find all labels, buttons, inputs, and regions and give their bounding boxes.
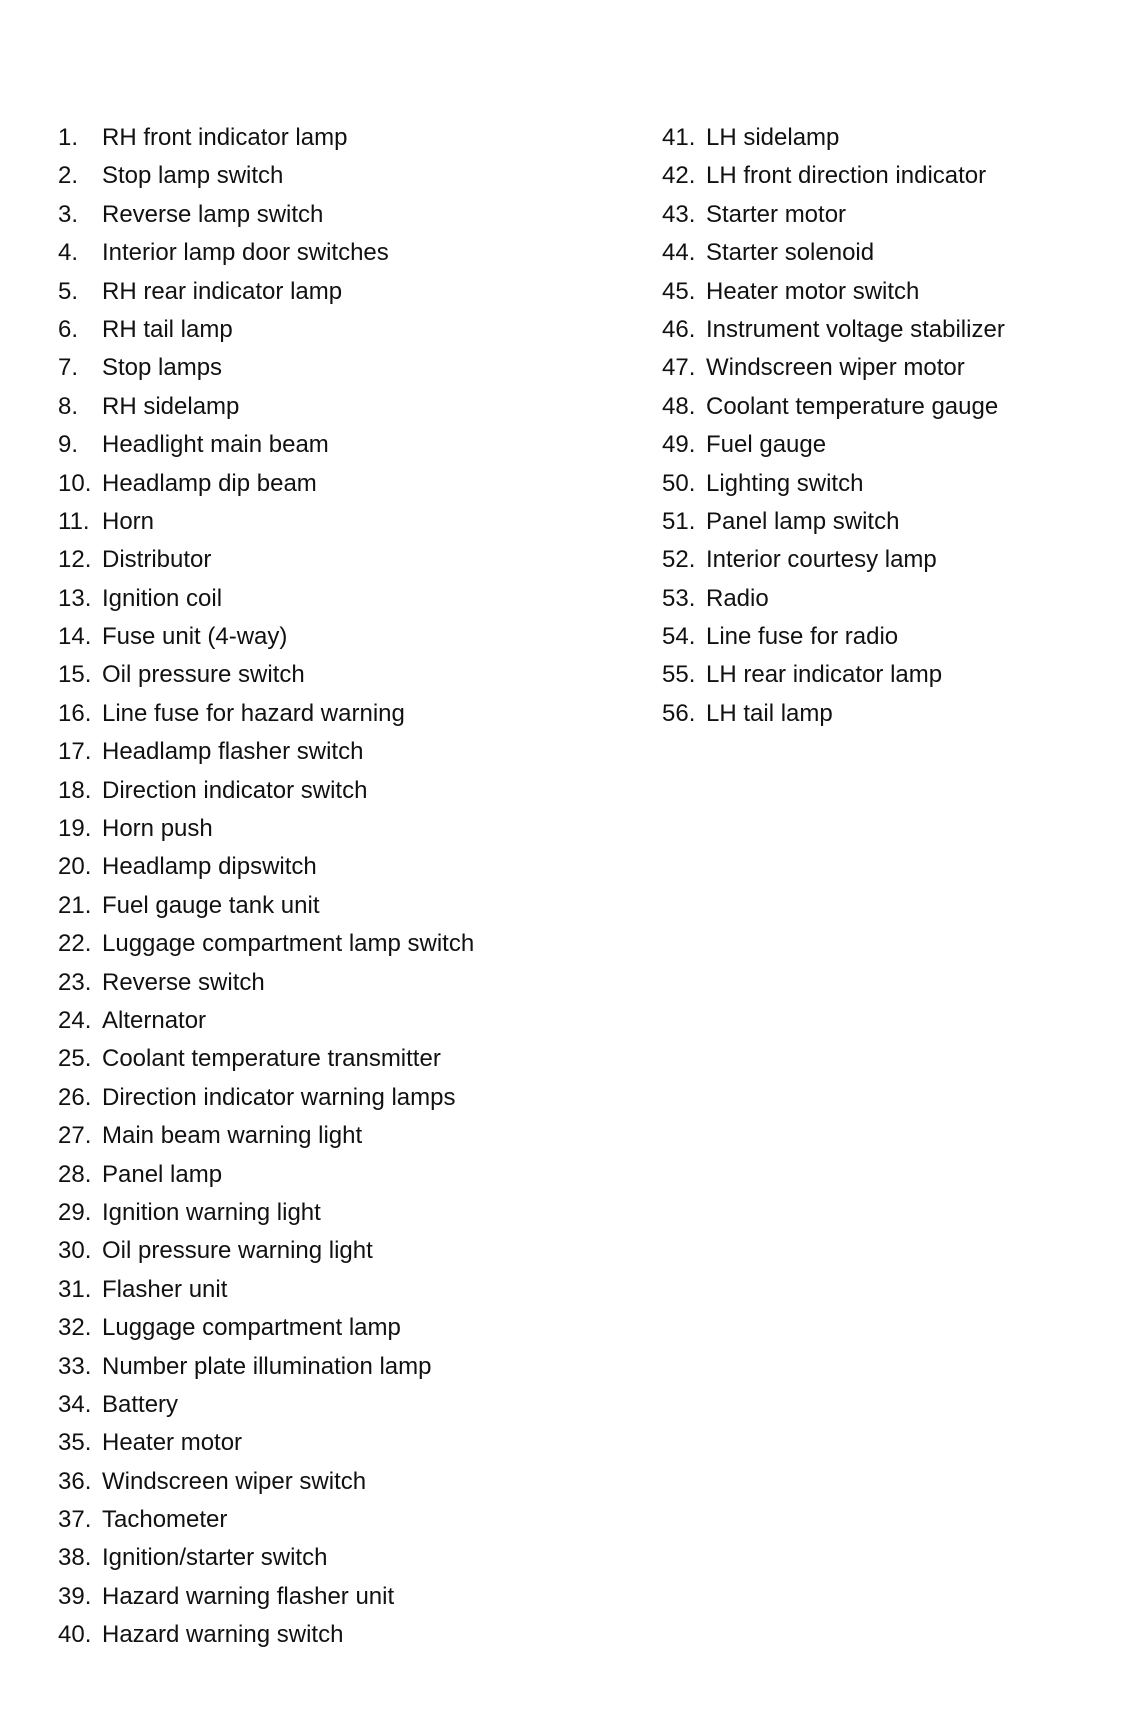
list-item (58, 1348, 474, 1386)
list-item-number: 54. (662, 623, 696, 651)
list-item (662, 311, 1005, 349)
list-item (58, 1309, 474, 1347)
list-item-number: 51. (662, 507, 696, 535)
list-item (58, 1501, 474, 1539)
list-item-number: 18. (58, 776, 92, 804)
list-item-number: 52. (662, 546, 696, 574)
list-item (58, 1386, 474, 1424)
list-item-number: 43. (662, 200, 696, 228)
list-item-label: Instrument voltage stabilizer (706, 315, 1005, 343)
list-item (58, 733, 474, 771)
list-item-number: 48. (662, 392, 696, 420)
list-item-number: 36. (58, 1467, 92, 1495)
list-item (58, 1578, 474, 1616)
list-item-number: 15. (58, 661, 92, 689)
list-item (58, 426, 474, 464)
list-item-number: 49. (662, 431, 696, 459)
list-item-label: Direction indicator switch (102, 776, 368, 804)
list-item (662, 465, 1005, 503)
parts-list-left-column (58, 119, 474, 1655)
list-item-label: Direction indicator warning lamps (102, 1083, 456, 1111)
list-item-label: Lighting switch (706, 469, 864, 497)
list-item (58, 273, 474, 311)
list-item-label: Hazard warning switch (102, 1621, 344, 1649)
list-item (58, 1194, 474, 1232)
list-item (58, 541, 474, 579)
list-item-label: Flasher unit (102, 1275, 228, 1303)
list-item (58, 1271, 474, 1309)
list-item-number: 4. (58, 239, 79, 267)
list-item-label: Headlamp dip beam (102, 469, 317, 497)
list-item (58, 465, 474, 503)
list-item (58, 656, 474, 694)
list-item-number: 2. (58, 162, 79, 190)
list-item (58, 196, 474, 234)
list-item-label: Headlamp flasher switch (102, 738, 364, 766)
list-item-number: 45. (662, 277, 696, 305)
list-item (662, 234, 1005, 272)
list-item (58, 1117, 474, 1155)
list-item-label: Line fuse for radio (706, 623, 899, 651)
list-item-label: Horn push (102, 815, 213, 843)
list-item-number: 13. (58, 584, 92, 612)
list-item-label: Distributor (102, 546, 212, 574)
list-item (662, 196, 1005, 234)
list-item-label: Windscreen wiper motor (706, 354, 965, 382)
list-item (58, 1002, 474, 1040)
list-item-number: 6. (58, 315, 79, 343)
list-item-number: 47. (662, 354, 696, 382)
list-item-number: 26. (58, 1083, 92, 1111)
list-item-number: 27. (58, 1122, 92, 1150)
list-item-label: Starter solenoid (706, 239, 875, 267)
list-item-label: Fuel gauge (706, 431, 827, 459)
list-item-label: Battery (102, 1390, 179, 1418)
list-item-number: 3. (58, 200, 79, 228)
list-item (58, 810, 474, 848)
list-item-number: 32. (58, 1314, 92, 1342)
list-item-label: RH sidelamp (102, 392, 240, 420)
list-item-label: Panel lamp switch (706, 507, 900, 535)
list-item-number: 29. (58, 1198, 92, 1226)
list-item-label: Coolant temperature gauge (706, 392, 999, 420)
list-item-label: Ignition/starter switch (102, 1544, 328, 1572)
list-item-number: 10. (58, 469, 92, 497)
list-item-number: 53. (662, 584, 696, 612)
list-item-label: RH front indicator lamp (102, 124, 348, 151)
list-item (662, 388, 1005, 426)
list-item (58, 1463, 474, 1501)
list-item-number: 44. (662, 239, 696, 267)
list-item-label: LH sidelamp (706, 124, 840, 151)
list-item-number: 14. (58, 623, 92, 651)
list-item-label: Ignition coil (102, 584, 223, 612)
list-item-label: Luggage compartment lamp (102, 1314, 401, 1342)
list-item-label: Interior lamp door switches (102, 239, 389, 267)
list-item (662, 580, 1005, 618)
list-item-label: Starter motor (706, 200, 847, 228)
list-item-label: Radio (706, 584, 769, 612)
list-item (662, 656, 1005, 694)
list-item (58, 311, 474, 349)
list-item (58, 234, 474, 272)
list-item-number: 39. (58, 1582, 92, 1610)
list-item-number: 17. (58, 738, 92, 766)
list-item-label: Windscreen wiper switch (102, 1467, 367, 1495)
list-item-number: 31. (58, 1275, 92, 1303)
list-item-label: Headlight main beam (102, 431, 329, 459)
list-item (58, 1424, 474, 1462)
list-item-label: Number plate illumination lamp (102, 1352, 432, 1380)
list-item (662, 541, 1005, 579)
list-item-label: Reverse switch (102, 968, 265, 996)
list-item-number: 11. (58, 507, 90, 535)
list-item-number: 25. (58, 1045, 92, 1073)
list-item-number: 50. (662, 469, 696, 497)
list-item-number: 20. (58, 853, 92, 881)
list-item-number: 56. (662, 699, 696, 727)
list-item (58, 772, 474, 810)
list-item (58, 119, 474, 157)
list-item-number: 40. (58, 1621, 92, 1649)
list-item-number: 12. (58, 546, 92, 574)
list-item (662, 426, 1005, 464)
list-item-label: Stop lamps (102, 354, 223, 382)
list-item (58, 1079, 474, 1117)
list-item (58, 1616, 474, 1654)
list-item-label: Tachometer (102, 1506, 228, 1534)
list-item-label: Fuse unit (4-way) (102, 623, 288, 651)
list-item (58, 388, 474, 426)
list-item-label: Line fuse for hazard warning (102, 699, 405, 727)
list-item-number: 42. (662, 162, 696, 190)
list-item (58, 618, 474, 656)
list-item-label: Alternator (102, 1006, 207, 1034)
list-item-number: 21. (58, 891, 92, 919)
list-item-label: LH front direction indicator (706, 162, 987, 190)
list-item-number: 16. (58, 699, 92, 727)
list-item (662, 273, 1005, 311)
list-item-label: Hazard warning flasher unit (102, 1582, 395, 1610)
list-item (662, 157, 1005, 195)
list-item (58, 1040, 474, 1078)
list-item (662, 349, 1005, 387)
list-item (58, 1232, 474, 1270)
list-item-number: 28. (58, 1160, 92, 1188)
list-item-number: 5. (58, 277, 79, 305)
list-item-label: Reverse lamp switch (102, 200, 324, 228)
list-item-number: 24. (58, 1006, 92, 1034)
list-item-number: 35. (58, 1429, 92, 1457)
list-item-label: Main beam warning light (102, 1122, 363, 1150)
list-item-number: 1. (58, 124, 79, 151)
list-item-number: 30. (58, 1237, 92, 1265)
list-item-label: RH tail lamp (102, 315, 233, 343)
list-item-number: 19. (58, 815, 92, 843)
list-item-label: Heater motor switch (706, 277, 920, 305)
list-item-number: 38. (58, 1544, 92, 1572)
list-item-label: Panel lamp (102, 1160, 223, 1188)
list-item (662, 695, 1005, 733)
list-item-label: Luggage compartment lamp switch (102, 930, 475, 958)
list-item-label: Interior courtesy lamp (706, 546, 937, 574)
list-item-label: Heater motor (102, 1429, 243, 1457)
list-item (662, 503, 1005, 541)
list-item (58, 925, 474, 963)
list-item-label: Horn (102, 507, 155, 535)
list-item-label: Ignition warning light (102, 1198, 321, 1226)
list-item-number: 33. (58, 1352, 92, 1380)
list-item-number: 8. (58, 392, 79, 420)
list-item-number: 9. (58, 431, 79, 459)
parts-list-right-column (662, 119, 1005, 733)
list-item (58, 1539, 474, 1577)
list-item-label: Stop lamp switch (102, 162, 284, 190)
list-item (662, 618, 1005, 656)
list-item-label: LH tail lamp (706, 699, 833, 727)
list-item (58, 887, 474, 925)
list-item (58, 695, 474, 733)
list-item (58, 580, 474, 618)
list-item (58, 1156, 474, 1194)
list-item (58, 349, 474, 387)
list-item (58, 848, 474, 886)
list-item-number: 41. (662, 124, 696, 151)
list-item-number: 22. (58, 930, 92, 958)
list-item-label: LH rear indicator lamp (706, 661, 943, 689)
list-item-label: Coolant temperature transmitter (102, 1045, 441, 1073)
list-item-label: Oil pressure switch (102, 661, 305, 689)
list-item-number: 37. (58, 1506, 92, 1534)
list-item (58, 157, 474, 195)
list-item (58, 964, 474, 1002)
list-item-number: 7. (58, 354, 79, 382)
list-item-label: RH rear indicator lamp (102, 277, 343, 305)
list-item-number: 23. (58, 968, 92, 996)
list-item-number: 46. (662, 315, 696, 343)
list-item-label: Oil pressure warning light (102, 1237, 373, 1265)
list-item-number: 34. (58, 1390, 92, 1418)
list-item (662, 119, 1005, 157)
list-item-number: 55. (662, 661, 696, 689)
list-item-label: Headlamp dipswitch (102, 853, 317, 881)
list-item-label: Fuel gauge tank unit (102, 891, 320, 919)
list-item (58, 503, 474, 541)
